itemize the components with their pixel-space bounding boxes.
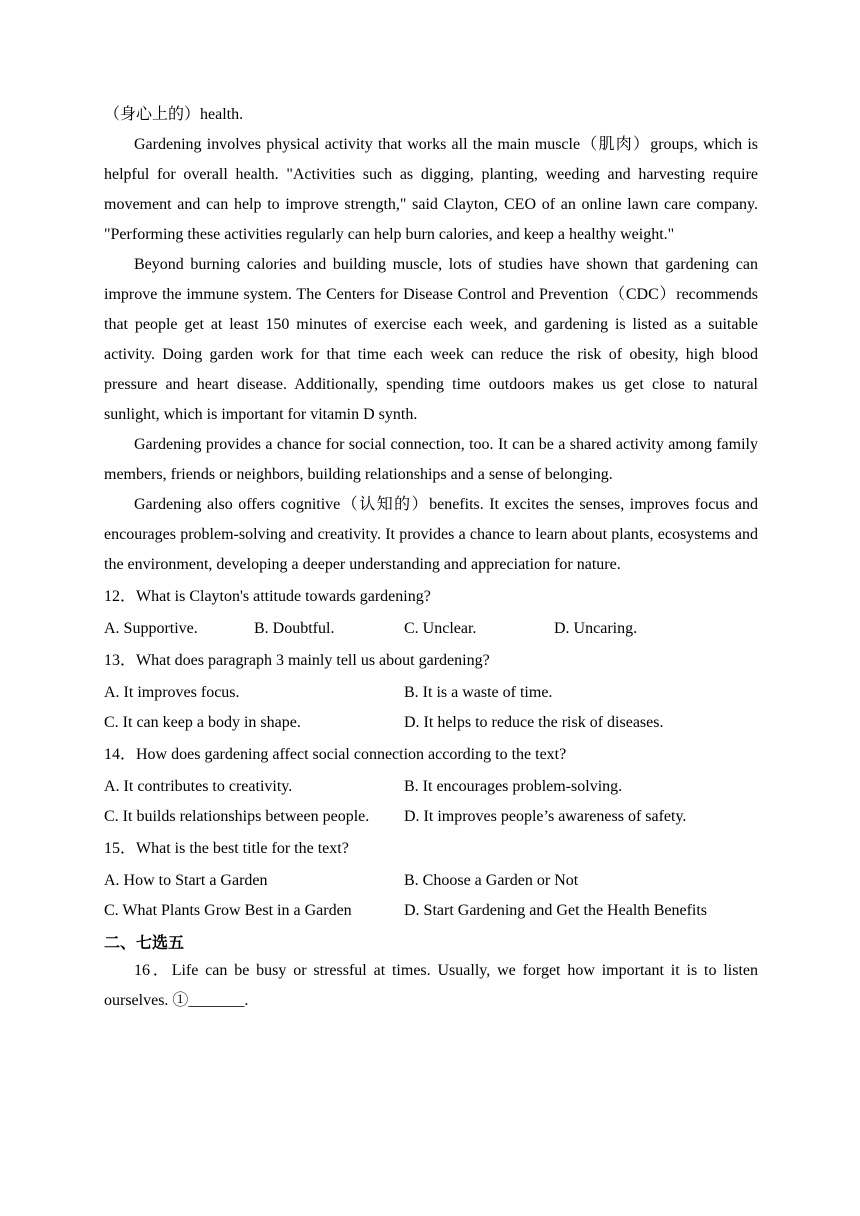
section-heading: 二、七选五 (104, 933, 185, 952)
question-16-text: 16．Life can be busy or stressful at times. Usually, we forget how important it is to listen ourselves. ①_______. (104, 962, 758, 1009)
option-d: D. Uncaring. (554, 620, 638, 637)
question-15-options-row-1 (104, 866, 758, 896)
option-b: B. It is a waste of time. (404, 684, 553, 701)
question-14-stem: 14．How does gardening affect social connection according to the text? (104, 746, 567, 763)
option-d: D. It helps to reduce the risk of diseases. (404, 714, 664, 731)
option-b: B. Choose a Garden or Not (404, 872, 579, 889)
option-c: C. It can keep a body in shape. (104, 714, 301, 731)
option-c: C. It builds relationships between people. (104, 808, 370, 825)
option-d: D. It improves people’s awareness of safety. (404, 808, 687, 825)
option-a: A. It improves focus. (104, 684, 240, 701)
passage-paragraph-2: Beyond burning calories and building muscle, lots of studies have shown that gardening can improve the immune system. The Centers for Disease Control and Prevention（CDC）recommends that people get at least 150 minutes of exercise each week, and gardening is listed as a suitable activity. Doing garden work for that time each week can reduce the risk of obesity, high blood pressure and heart disease. Additionally, spending time outdoors makes us get close to natural sunlight, which is important for vitamin D synth. (104, 256, 758, 423)
passage-fragment: （身心上的）health. (104, 106, 244, 123)
question-14-options-row-1 (104, 772, 758, 802)
option-c: C. Unclear. (404, 620, 477, 637)
question-15-stem: 15．What is the best title for the text? (104, 840, 349, 857)
passage-paragraph-1: Gardening involves physical activity that works all the main muscle（肌肉）groups, which is helpful for overall health. "Activities such as digging, planting, weeding and harvesting require movement and can help to improve strength," said Clayton, CEO of an online lawn care company. "Performing these activities regularly can help burn calories, and keep a healthy weight." (104, 136, 758, 243)
question-13-options-row-2 (104, 708, 758, 738)
question-12-options (104, 614, 758, 644)
question-13-options-row-1 (104, 678, 758, 708)
option-a: A. Supportive. (104, 620, 198, 637)
passage-paragraph-4: Gardening also offers cognitive（认知的）benefits. It excites the senses, improves focus and encourages problem-solving and creativity. It provides a chance to learn about plants, ecosystems and the environment, developing a deeper understanding and appreciation for nature. (104, 496, 758, 573)
option-a: A. How to Start a Garden (104, 872, 268, 889)
question-13-stem: 13．What does paragraph 3 mainly tell us about gardening? (104, 652, 490, 669)
passage-paragraph-3: Gardening provides a chance for social connection, too. It can be a shared activity among family members, friends or neighbors, building relationships and a sense of belonging. (104, 436, 758, 483)
option-b: B. It encourages problem-solving. (404, 778, 623, 795)
document-page (104, 100, 758, 1016)
question-14-options-row-2 (104, 802, 758, 832)
option-d: D. Start Gardening and Get the Health Benefits (404, 902, 708, 919)
question-15-options-row-2 (104, 896, 758, 926)
question-12-stem: 12．What is Clayton's attitude towards gardening? (104, 588, 431, 605)
option-a: A. It contributes to creativity. (104, 778, 293, 795)
option-b: B. Doubtful. (254, 620, 335, 637)
option-c: C. What Plants Grow Best in a Garden (104, 902, 352, 919)
